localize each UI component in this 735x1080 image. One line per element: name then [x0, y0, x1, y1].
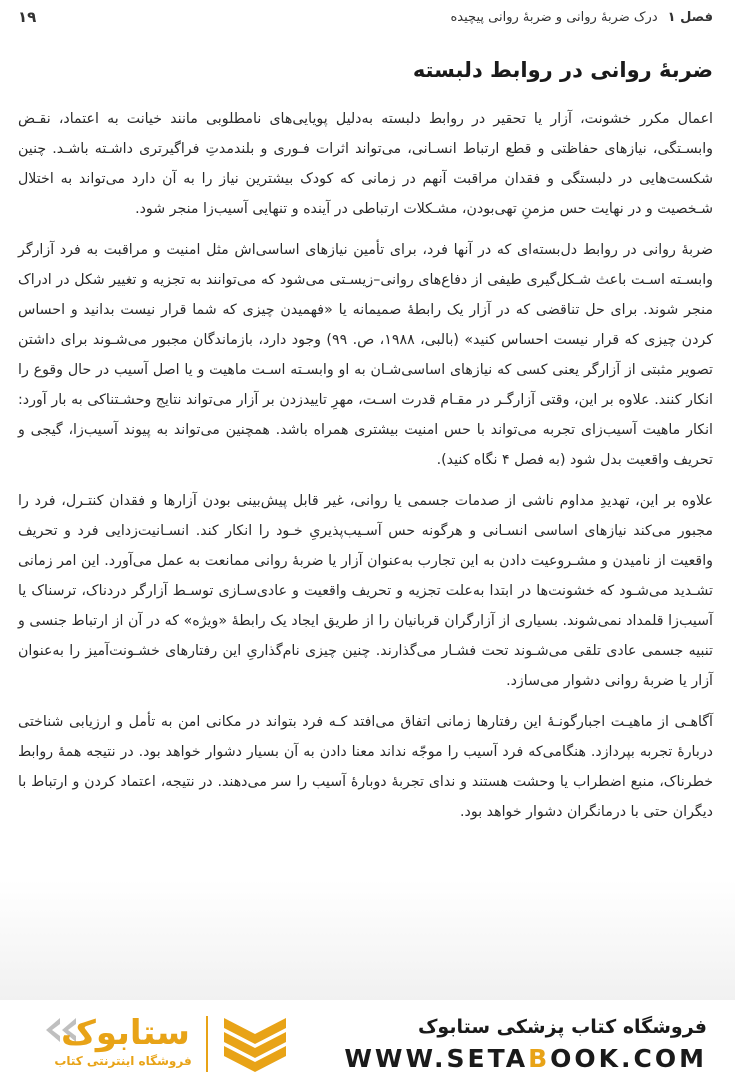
body-text: [18, 104, 713, 838]
store-name: فروشگاه کتاب پزشکی ستابوک: [417, 1016, 707, 1038]
chapter-title: درک ضربهٔ روانی و ضربهٔ روانی پیچیده: [450, 9, 658, 25]
chapter-label: فصل ۱: [667, 9, 713, 25]
paragraph: اعمال مکرر خشونت، آزار یا تحقیر در روابط دلبسته به‌دلیل پویایی‌های نامطلوبی مانند خیانت به اعتماد، نقـض وابسـتگی، نیازهای حفاظتی و قطع ارتباط انسـانی، می‌تواند اثرات فـوری و بلندمدتِ فراگیرتری داشـته باشـد. چنین شکست‌هایی در دلبستگی و فقدان مراقبت آنهم در زمانی که کودک بیشترین نیاز را به آن دارد می‌تواند به اختلال شـخصیت و در نهایت حس مزمنِ تهی‌بودن، مشـکلات ارتباطی در آینده و تنهایی آسیب‌زا منجر شود.: [18, 111, 713, 217]
store-url-part: OOK.COM: [550, 1044, 707, 1073]
chevron-logo-icon: [222, 1014, 288, 1072]
paragraph: ضربهٔ روانی در روابط دل‌بسته‌ای که در آنها فرد، برای تأمین نیازهای اساسی‌اش مثل امنیت و مراقبت به فرد آزارگر وابسـته اسـت باعث شـکل‌گیری طیفی از دفاع‌های روانی–زیسـتی می‌شود که می‌توانند به تجزیه و تغییر شکل در ادراک منجر شوند. برای حل تناقضی که در آزار یک رابطهٔ صمیمانه یا «فهمیدن چیزی که شما قرار نیست بدانید و احساس کردن چیزی که قرار نیست احساس کنید» (بالبی، ۱۹۸۸، ص. ۹۹) وجود دارد، بازماندگان مجبور می‌شـوند برای داشتن تصویر مثبتی از آزارگر یعنی کسی که نیازهای اساسی‌شـان به او وابسـته اسـت ماهیت و یا اصل آسیب در حال وقوع را انکار کنند. علاوه بر این، وقتی آزارگـر در مقـام قدرت اسـت، مهرِ تاییدزدن بر آزار می‌تواند نتایج وحشـتناکی به بار آورد: انکار ماهیت آسیب‌زای تجربه می‌تواند با حس امنیت بیشتری همراه باشد. همچنین می‌تواند به پیوند آسیب‌زا، گیجی و تحریف واقعیت بدل شود (به فصل ۴ نگاه کنید).: [18, 242, 713, 468]
setabook-logo-icon: [40, 1006, 200, 1054]
paragraph: علاوه بر این، تهدیدِ مداوم ناشی از صدمات جسمی یا روانی، غیر قابل پیش‌بینی بودن آزارها و فقدان کنتـرل، فرد را مجبور می‌کند نیازهای اساسی انسـانی و هرگونه حس آسـیب‌پذیریِ خـود را انکار کند. انسـانیت‌زدایی فرد و تحریف واقعیت از نامیدن و مشـروعیت دادن به این تجارب به‌عنوان آزار یا ضربهٔ روانی ممانعت به عمل می‌آورد. این امر زمانی تشـدید می‌شـود که خشونت‌ها در ابتدا به‌علت تجزیه و تحریف واقعیت و عادی‌سـازی توسـط آزارگر دردناک، ترسناک یا آسیب‌زا قلمداد نمی‌شوند. بسیاری از آزارگران قربانیان را از طریق ایجاد یک رابطهٔ «ویژه» که در آن از ارتباط جنسی و تنبیه جسمی عادی تلقی می‌شـوند تحت فشـار می‌گذارند. چنین چیزی نام‌گذاریِ این رفتارهای خشـونت‌آمیز را به‌عنوان آزار یا ضربهٔ روانی دشوار می‌سازد.: [18, 493, 713, 689]
store-url-accent: B: [528, 1044, 551, 1073]
section-title: ضربهٔ روانی در روابط دلبسته: [412, 58, 713, 82]
logo-tagline: فروشگاه اینترنتی کتاب: [54, 1054, 192, 1068]
page-number: ۱۹: [18, 8, 37, 26]
logo-divider: [206, 1016, 208, 1072]
running-header: [18, 6, 713, 28]
publisher-footer: [0, 1000, 735, 1080]
logo-word-text: ستابوک: [61, 1013, 190, 1053]
store-url[interactable]: [344, 1044, 707, 1073]
paragraph: آگاهـی از ماهیـت اجبارگونـهٔ این رفتارها زمانی اتفاق می‌افتد کـه فرد بتواند در مکانی امن به تأمل و ارزیابی شناختی دربارهٔ تجربه بپردازد. هنگامی‌که فرد آسیب را موجّه نداند معنا دادن به آن بسیار دشوار خواهد بود. در نتیجه همهٔ روابط خطرناک، منبع اضطراب یا وحشت هستند و ندای تجربهٔ دوبارهٔ آسیب را سر می‌دهند. در نتیجه، اعتماد کردن و ارتباط با دیگران حتی با درمانگران دشوار خواهد بود.: [18, 714, 713, 820]
store-url-part: WWW.SETA: [344, 1044, 529, 1073]
